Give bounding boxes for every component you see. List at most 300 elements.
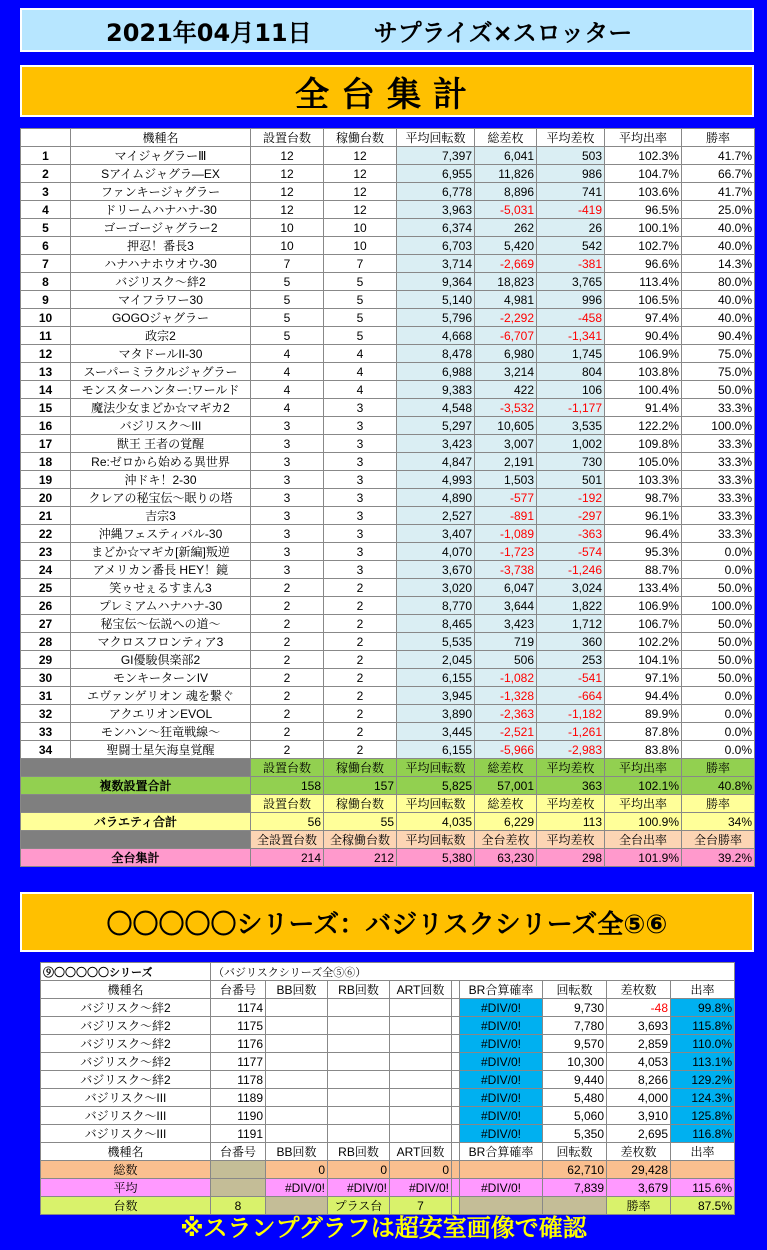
table-cell: 2 xyxy=(324,741,397,759)
art-count xyxy=(390,1053,452,1071)
header-cell: 平均差枚 xyxy=(537,759,605,777)
table-cell: 10 xyxy=(324,237,397,255)
table-cell: #DIV/0! xyxy=(266,1179,328,1197)
table-cell: -6,707 xyxy=(475,327,537,345)
table-cell: 5,535 xyxy=(397,633,475,651)
table-cell: 4,548 xyxy=(397,399,475,417)
table-cell: 12 xyxy=(251,147,324,165)
table-cell: 6 xyxy=(21,237,71,255)
table-cell: 2,527 xyxy=(397,507,475,525)
header-cell: 台番号 xyxy=(211,981,266,999)
table-cell: 33.3% xyxy=(682,489,755,507)
art-count xyxy=(390,1035,452,1053)
table-cell: 5 xyxy=(324,273,397,291)
table-cell: 4,981 xyxy=(475,291,537,309)
table-cell: 103.3% xyxy=(605,471,682,489)
table-row xyxy=(21,363,755,381)
spin-count: 5,060 xyxy=(543,1107,607,1125)
header-cell: 差枚数 xyxy=(607,981,671,999)
spacer-cell xyxy=(452,1053,460,1071)
spin-count: 5,350 xyxy=(543,1125,607,1143)
bb-count xyxy=(266,1089,328,1107)
table-cell: 33.3% xyxy=(682,507,755,525)
table-row xyxy=(21,219,755,237)
art-count xyxy=(390,1107,452,1125)
table-cell: -2,983 xyxy=(537,741,605,759)
table-cell: 3,963 xyxy=(397,201,475,219)
header-cell: 稼働台数 xyxy=(324,759,397,777)
table-cell: 1,822 xyxy=(537,597,605,615)
table-row xyxy=(21,327,755,345)
table-cell: 6,980 xyxy=(475,345,537,363)
table-cell: 5 xyxy=(324,291,397,309)
header-cell: 設置台数 xyxy=(251,129,324,147)
table-cell: 7 xyxy=(21,255,71,273)
table-cell: #DIV/0! xyxy=(328,1179,390,1197)
table-cell: 25 xyxy=(21,579,71,597)
table-cell: 33.3% xyxy=(682,453,755,471)
table-cell: 133.4% xyxy=(605,579,682,597)
table-cell: 7,397 xyxy=(397,147,475,165)
table-row xyxy=(21,741,755,759)
table-cell: 212 xyxy=(324,849,397,867)
machine-number: 1191 xyxy=(211,1125,266,1143)
table-cell: 0 xyxy=(266,1161,328,1179)
table-cell: 106.5% xyxy=(605,291,682,309)
table-cell: -1,177 xyxy=(537,399,605,417)
table-cell: 3 xyxy=(251,417,324,435)
table-cell: 7 xyxy=(324,255,397,273)
payout-rate: 113.1% xyxy=(671,1053,735,1071)
table-cell: 2,191 xyxy=(475,453,537,471)
rb-count xyxy=(328,1125,390,1143)
table-cell xyxy=(671,1161,735,1179)
table-cell: 34 xyxy=(21,741,71,759)
table-cell: 1,712 xyxy=(537,615,605,633)
header-cell: 平均回転数 xyxy=(397,129,475,147)
summary-header-row xyxy=(21,831,755,849)
table-row xyxy=(21,345,755,363)
machine-number: 1190 xyxy=(211,1107,266,1125)
table-cell: 31 xyxy=(21,687,71,705)
header-cell: 平均出率 xyxy=(605,759,682,777)
table-cell: 97.1% xyxy=(605,669,682,687)
spacer-cell xyxy=(452,1017,460,1035)
header-cell: 総差枚 xyxy=(475,759,537,777)
table-cell: 10 xyxy=(251,219,324,237)
table-cell: 14.3% xyxy=(682,255,755,273)
table-cell: 104.1% xyxy=(605,651,682,669)
machine-name: 押忍！番長3 xyxy=(71,237,251,255)
table-row xyxy=(21,453,755,471)
header-cell: ART回数 xyxy=(390,981,452,999)
table-cell: 33.3% xyxy=(682,435,755,453)
table-cell: 10,605 xyxy=(475,417,537,435)
table-cell: 33.3% xyxy=(682,525,755,543)
table-cell: 12 xyxy=(324,201,397,219)
machine-name: バジリスク～絆2 xyxy=(41,1071,211,1089)
series-banner: 〇〇〇〇〇シリーズ：バジリスクシリーズ全⑤⑥ xyxy=(20,892,754,952)
table-cell: -419 xyxy=(537,201,605,219)
table-cell: 109.8% xyxy=(605,435,682,453)
table-cell: 100.0% xyxy=(682,417,755,435)
table-cell: 101.9% xyxy=(605,849,682,867)
series-title-row xyxy=(41,963,735,981)
summary-row xyxy=(21,849,755,867)
table-cell: 6,955 xyxy=(397,165,475,183)
table-cell: 253 xyxy=(537,651,605,669)
table-cell: -5,966 xyxy=(475,741,537,759)
table-cell: 10 xyxy=(21,309,71,327)
table-cell: 勝率 xyxy=(607,1197,671,1215)
machine-name: Re:ゼロから始める異世界 xyxy=(71,453,251,471)
machine-name: Sアイムジャグラ―EX xyxy=(71,165,251,183)
table-row xyxy=(21,399,755,417)
table-cell: 6,374 xyxy=(397,219,475,237)
table-cell: 9,364 xyxy=(397,273,475,291)
table-row xyxy=(41,1071,735,1089)
table-cell: 298 xyxy=(537,849,605,867)
table-row xyxy=(21,687,755,705)
machine-name: アメリカン番長 HEY！鏡 xyxy=(71,561,251,579)
machine-number: 1174 xyxy=(211,999,266,1017)
machine-name: 聖闘士星矢海皇覚醒 xyxy=(71,741,251,759)
header-cell xyxy=(21,129,71,147)
table-cell: 2 xyxy=(324,687,397,705)
table-cell: 50.0% xyxy=(682,579,755,597)
table-cell: 18 xyxy=(21,453,71,471)
table-cell: -664 xyxy=(537,687,605,705)
table-row xyxy=(21,255,755,273)
table-cell: 4 xyxy=(251,399,324,417)
table-cell: 8,770 xyxy=(397,597,475,615)
header-cell: RB回数 xyxy=(328,981,390,999)
header-cell: 平均回転数 xyxy=(397,795,475,813)
table-cell: 40.0% xyxy=(682,291,755,309)
table-cell: #DIV/0! xyxy=(390,1179,452,1197)
table-cell: 8,465 xyxy=(397,615,475,633)
series-header-row xyxy=(41,1143,735,1161)
header-cell: RB回数 xyxy=(328,1143,390,1161)
table-cell: 1,002 xyxy=(537,435,605,453)
payout-rate: 99.8% xyxy=(671,999,735,1017)
summary-spacer xyxy=(21,795,251,813)
table-cell: 3,007 xyxy=(475,435,537,453)
table-cell: 98.7% xyxy=(605,489,682,507)
table-cell: 41.7% xyxy=(682,147,755,165)
diff-count: 4,053 xyxy=(607,1053,671,1071)
header-cell: ART回数 xyxy=(390,1143,452,1161)
table-cell: 87.5% xyxy=(671,1197,735,1215)
table-cell: -1,182 xyxy=(537,705,605,723)
machine-number: 1177 xyxy=(211,1053,266,1071)
table-cell: -1,082 xyxy=(475,669,537,687)
table-cell: 16 xyxy=(21,417,71,435)
table-cell: 20 xyxy=(21,489,71,507)
table-cell: 986 xyxy=(537,165,605,183)
summary-spacer xyxy=(21,831,251,849)
spin-count: 5,480 xyxy=(543,1089,607,1107)
table-cell: 3 xyxy=(251,489,324,507)
table-cell: 57,001 xyxy=(475,777,537,795)
table-cell: 5 xyxy=(251,309,324,327)
header-cell: 勝率 xyxy=(682,759,755,777)
table-cell: 12 xyxy=(21,345,71,363)
bb-count xyxy=(266,1035,328,1053)
header-cell: BR合算確率 xyxy=(460,981,543,999)
header-cell: 平均差枚 xyxy=(537,831,605,849)
table-row xyxy=(21,201,755,219)
table-row xyxy=(21,543,755,561)
table-cell: 2 xyxy=(251,651,324,669)
table-cell: -297 xyxy=(537,507,605,525)
table-cell: -541 xyxy=(537,669,605,687)
table-cell: 5 xyxy=(324,327,397,345)
table-cell: 115.6% xyxy=(671,1179,735,1197)
table-cell: 2 xyxy=(324,615,397,633)
header-cell: BB回数 xyxy=(266,1143,328,1161)
table-cell: 4,035 xyxy=(397,813,475,831)
table-cell: -458 xyxy=(537,309,605,327)
table-cell: 7 xyxy=(251,255,324,273)
spacer-cell xyxy=(452,1107,460,1125)
bb-count xyxy=(266,1125,328,1143)
table-row xyxy=(21,291,755,309)
table-cell: 4,890 xyxy=(397,489,475,507)
table-cell: 3,445 xyxy=(397,723,475,741)
machine-name: マタドールII-30 xyxy=(71,345,251,363)
table-cell: 103.6% xyxy=(605,183,682,201)
br-probability: #DIV/0! xyxy=(460,1035,543,1053)
machine-name: 沖ドキ！2-30 xyxy=(71,471,251,489)
table-cell: 3,945 xyxy=(397,687,475,705)
payout-rate: 124.3% xyxy=(671,1089,735,1107)
table-row xyxy=(21,597,755,615)
summary-label: バラエティ合計 xyxy=(21,813,251,831)
table-cell: 83.8% xyxy=(605,741,682,759)
table-cell: 96.4% xyxy=(605,525,682,543)
series-title: ⑨〇〇〇〇〇シリーズ xyxy=(41,963,211,981)
table-row xyxy=(21,633,755,651)
table-cell: 3 xyxy=(251,471,324,489)
header-cell: 平均差枚 xyxy=(537,129,605,147)
table-cell: 157 xyxy=(324,777,397,795)
header-cell: 出率 xyxy=(671,1143,735,1161)
header-cell: 稼働台数 xyxy=(324,795,397,813)
table-cell: 6,041 xyxy=(475,147,537,165)
diff-count: 3,693 xyxy=(607,1017,671,1035)
table-cell: 3,407 xyxy=(397,525,475,543)
bb-count xyxy=(266,999,328,1017)
table-cell: 5,825 xyxy=(397,777,475,795)
table-cell: 0.0% xyxy=(682,543,755,561)
br-probability: #DIV/0! xyxy=(460,1107,543,1125)
payout-rate: 115.8% xyxy=(671,1017,735,1035)
machine-name: エヴァンゲリオン 魂を繋ぐ xyxy=(71,687,251,705)
table-cell: 6,155 xyxy=(397,669,475,687)
summary-row xyxy=(21,777,755,795)
art-count xyxy=(390,1125,452,1143)
table-cell: 90.4% xyxy=(682,327,755,345)
table-cell: 158 xyxy=(251,777,324,795)
totals-table xyxy=(20,758,755,867)
header-cell: 全稼働台数 xyxy=(324,831,397,849)
payout-rate: 110.0% xyxy=(671,1035,735,1053)
table-cell: 50.0% xyxy=(682,633,755,651)
table-cell: 75.0% xyxy=(682,363,755,381)
table-cell: 41.7% xyxy=(682,183,755,201)
header-cell: BR合算確率 xyxy=(460,1143,543,1161)
table-cell: 4 xyxy=(324,345,397,363)
table-cell: 4 xyxy=(21,201,71,219)
table-cell: 2 xyxy=(324,723,397,741)
table-cell: 102.2% xyxy=(605,633,682,651)
table-cell: 6,703 xyxy=(397,237,475,255)
diff-count: 2,859 xyxy=(607,1035,671,1053)
spacer-cell xyxy=(452,1143,460,1161)
table-cell: 15 xyxy=(21,399,71,417)
header-cell: 平均回転数 xyxy=(397,759,475,777)
table-cell: 3,765 xyxy=(537,273,605,291)
table-cell: 100.0% xyxy=(682,597,755,615)
table-cell: 96.5% xyxy=(605,201,682,219)
table-cell: 40.0% xyxy=(682,309,755,327)
table-cell: 422 xyxy=(475,381,537,399)
header-cell: 回転数 xyxy=(543,1143,607,1161)
table-cell: 730 xyxy=(537,453,605,471)
table-cell: 113 xyxy=(537,813,605,831)
table-cell: 40.0% xyxy=(682,219,755,237)
table-cell: 5 xyxy=(251,291,324,309)
table-cell: 63,230 xyxy=(475,849,537,867)
table-cell: 2 xyxy=(251,633,324,651)
table-cell: 102.7% xyxy=(605,237,682,255)
table-cell: 4,847 xyxy=(397,453,475,471)
table-row xyxy=(41,999,735,1017)
table-cell: 5 xyxy=(324,309,397,327)
table-cell: 12 xyxy=(251,201,324,219)
table-row xyxy=(21,273,755,291)
table-cell: 0.0% xyxy=(682,561,755,579)
table-cell: 2 xyxy=(251,669,324,687)
table-row xyxy=(21,507,755,525)
table-cell: 55 xyxy=(324,813,397,831)
table-cell: 34% xyxy=(682,813,755,831)
store-name: サプライズ×スロッター xyxy=(373,18,633,47)
table-row xyxy=(41,1107,735,1125)
table-cell: 3 xyxy=(324,543,397,561)
table-cell: 106.7% xyxy=(605,615,682,633)
table-cell: 12 xyxy=(324,165,397,183)
machine-name: まどか☆マギカ[新編]叛逆 xyxy=(71,543,251,561)
table-cell: 91.4% xyxy=(605,399,682,417)
table-cell: -2,669 xyxy=(475,255,537,273)
spacer-cell xyxy=(452,1089,460,1107)
table-cell: 33 xyxy=(21,723,71,741)
table-cell: 3 xyxy=(324,561,397,579)
diff-count: -48 xyxy=(607,999,671,1017)
table-cell: 1,503 xyxy=(475,471,537,489)
machine-name: クレアの秘宝伝～眠りの塔 xyxy=(71,489,251,507)
table-cell: 3 xyxy=(324,453,397,471)
table-cell: 3,423 xyxy=(397,435,475,453)
header-cell: BB回数 xyxy=(266,981,328,999)
machine-name: 秘宝伝～伝説への道～ xyxy=(71,615,251,633)
table-cell: 741 xyxy=(537,183,605,201)
machine-name: モンキーターンIV xyxy=(71,669,251,687)
diff-count: 4,000 xyxy=(607,1089,671,1107)
table-cell: 104.7% xyxy=(605,165,682,183)
table-cell: -891 xyxy=(475,507,537,525)
machine-number: 1189 xyxy=(211,1089,266,1107)
table-cell: 3 xyxy=(251,561,324,579)
table-cell: 4 xyxy=(251,363,324,381)
spacer-cell xyxy=(452,1071,460,1089)
table-cell: 2 xyxy=(324,705,397,723)
table-cell: 11,826 xyxy=(475,165,537,183)
table-cell: 9,383 xyxy=(397,381,475,399)
table-cell: 2 xyxy=(324,633,397,651)
br-probability: #DIV/0! xyxy=(460,1053,543,1071)
diff-count: 8,266 xyxy=(607,1071,671,1089)
table-cell: 6,155 xyxy=(397,741,475,759)
table-cell: 2 xyxy=(324,651,397,669)
header-cell: 台番号 xyxy=(211,1143,266,1161)
table-cell: 22 xyxy=(21,525,71,543)
table-cell: 29 xyxy=(21,651,71,669)
table-row xyxy=(41,1017,735,1035)
table-cell: 106.9% xyxy=(605,597,682,615)
table-cell: 5,796 xyxy=(397,309,475,327)
table-cell: 3 xyxy=(324,417,397,435)
report-date: 2021年04月11日 xyxy=(106,18,312,47)
table-cell: 3,670 xyxy=(397,561,475,579)
table-cell: 50.0% xyxy=(682,615,755,633)
table-cell: 2 xyxy=(21,165,71,183)
table-cell: 3 xyxy=(324,525,397,543)
table-row xyxy=(21,147,755,165)
table-cell: 3,423 xyxy=(475,615,537,633)
table-cell: 3 xyxy=(324,471,397,489)
table-cell: 719 xyxy=(475,633,537,651)
table-cell: 3 xyxy=(251,507,324,525)
table-cell: 25.0% xyxy=(682,201,755,219)
table-cell: プラス台 xyxy=(328,1197,390,1215)
table-row xyxy=(21,669,755,687)
header-cell: 全設置台数 xyxy=(251,831,324,849)
table-cell: 8 xyxy=(21,273,71,291)
table-row xyxy=(21,381,755,399)
spin-count: 10,300 xyxy=(543,1053,607,1071)
table-cell: 96.6% xyxy=(605,255,682,273)
table-cell: 87.8% xyxy=(605,723,682,741)
table-cell: 75.0% xyxy=(682,345,755,363)
series-total-row xyxy=(41,1161,735,1179)
table-cell: -1,328 xyxy=(475,687,537,705)
table-cell: 3 xyxy=(324,399,397,417)
table-cell: 2 xyxy=(324,597,397,615)
table-cell: 4,668 xyxy=(397,327,475,345)
machine-name: 吉宗3 xyxy=(71,507,251,525)
machine-name: マイジャグラーⅢ xyxy=(71,147,251,165)
total-label: 総数 xyxy=(41,1161,211,1179)
table-cell: 8 xyxy=(211,1197,266,1215)
machine-number: 1176 xyxy=(211,1035,266,1053)
header-cell: 機種名 xyxy=(71,129,251,147)
machine-name: GI優駿倶楽部2 xyxy=(71,651,251,669)
header-cell: 総差枚 xyxy=(475,129,537,147)
table-cell: 105.0% xyxy=(605,453,682,471)
